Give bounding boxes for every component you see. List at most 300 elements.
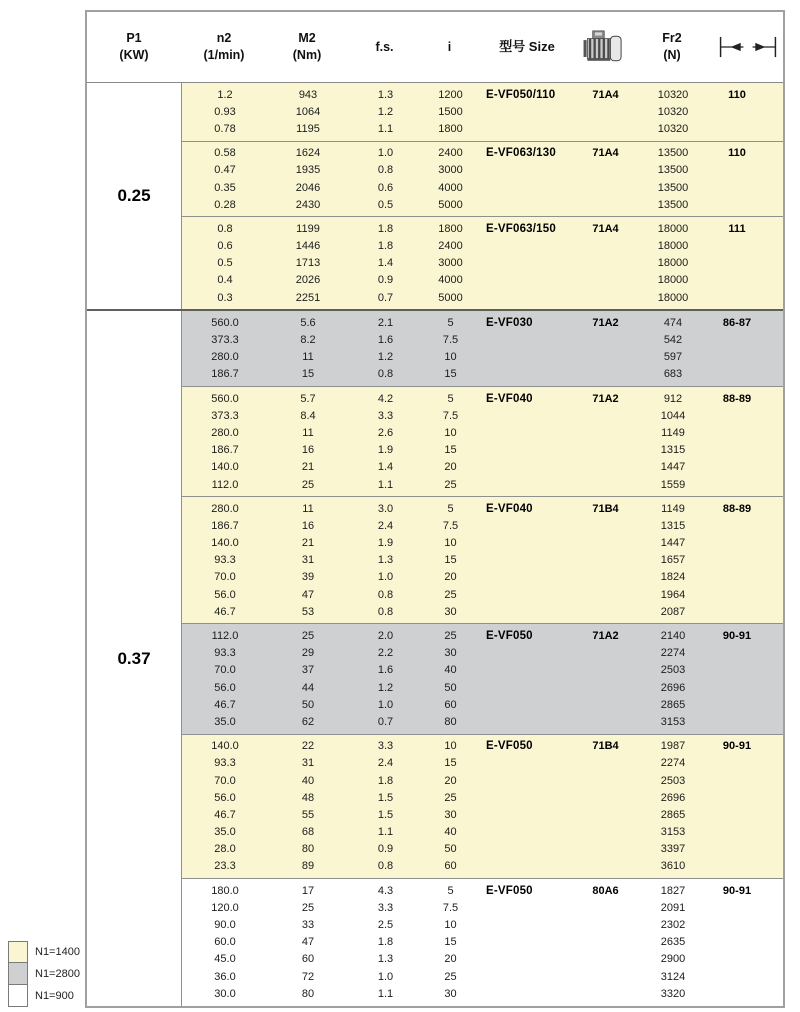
cell-i: 25 — [444, 478, 457, 491]
table-row — [182, 535, 783, 552]
cell-n2: 140.0 — [211, 537, 239, 550]
table-row — [182, 349, 783, 366]
p1-value: 0.37 — [87, 311, 182, 1006]
header-n2: n2 (1/min) — [203, 31, 245, 62]
cell-m2: 2026 — [295, 274, 321, 287]
table-row — [182, 662, 783, 679]
table-row — [182, 196, 783, 213]
cell-fr2: 2274 — [660, 647, 686, 660]
gear-block-E-VF040 — [182, 386, 783, 496]
table-row — [182, 179, 783, 196]
cell-page: 88-89 — [722, 392, 752, 405]
table-header-row — [87, 12, 783, 83]
cell-m2: 55 — [301, 808, 315, 821]
cell-fr2: 2503 — [660, 664, 686, 677]
cell-fs: 0.9 — [377, 843, 394, 856]
cell-i: 4000 — [438, 181, 463, 194]
cell-i: 50 — [444, 681, 457, 694]
table-row — [182, 858, 783, 875]
cell-m2: 80 — [301, 987, 315, 1000]
cell-page: 88-89 — [722, 502, 752, 515]
table-row — [182, 806, 783, 823]
cell-fr2: 10320 — [657, 122, 689, 135]
table-row — [182, 586, 783, 603]
cell-m2: 1624 — [295, 147, 321, 160]
cell-n2: 93.3 — [214, 554, 236, 567]
cell-i: 20 — [444, 953, 457, 966]
cell-m2: 25 — [301, 630, 315, 643]
cell-fr2: 10320 — [657, 105, 689, 118]
cell-fr2: 3320 — [660, 987, 686, 1000]
cell-fr2: 1044 — [660, 409, 686, 422]
cell-fs: 1.6 — [377, 664, 394, 677]
cell-fr2: 1149 — [661, 502, 685, 515]
table-row — [182, 899, 783, 916]
cell-motor: 71A4 — [592, 147, 619, 160]
cell-i: 7.5 — [442, 519, 459, 532]
cell-fr2: 2091 — [660, 901, 686, 914]
cell-fs: 2.4 — [377, 757, 394, 770]
cell-i: 10 — [444, 426, 457, 439]
cell-i: 15 — [444, 554, 457, 567]
cell-m2: 31 — [301, 554, 315, 567]
cell-i: 15 — [444, 368, 457, 381]
cell-fr2: 13500 — [657, 164, 689, 177]
cell-i: 80 — [444, 715, 457, 728]
cell-n2: 60.0 — [214, 936, 236, 949]
header-m2: M2 (Nm) — [292, 31, 322, 62]
speed-legend — [8, 941, 80, 1007]
cell-fr2: 2503 — [660, 774, 686, 787]
cell-i: 15 — [444, 444, 457, 457]
table-row — [182, 103, 783, 120]
cell-m2: 8.2 — [300, 334, 316, 347]
table-row — [182, 476, 783, 493]
cell-fs: 1.0 — [377, 698, 394, 711]
cell-fr2: 2140 — [660, 630, 686, 643]
cell-m2: 11 — [302, 351, 314, 364]
cell-n2: 0.5 — [217, 257, 233, 270]
p1-value: 0.25 — [87, 83, 182, 309]
cell-fr2: 2696 — [660, 791, 686, 804]
cell-model: E-VF050 — [486, 630, 533, 643]
cell-i: 1800 — [438, 122, 463, 135]
cell-fs: 1.0 — [377, 147, 394, 160]
cell-m2: 11 — [302, 426, 314, 439]
cell-page: 90-91 — [722, 740, 752, 753]
table-row — [182, 569, 783, 586]
cell-n2: 56.0 — [214, 588, 236, 601]
cell-i: 3000 — [438, 164, 463, 177]
cell-n2: 0.47 — [214, 164, 236, 177]
cell-n2: 46.7 — [214, 808, 236, 821]
gear-block-E-VF030 — [182, 311, 783, 386]
cell-fr2: 1987 — [660, 740, 686, 753]
cell-n2: 28.0 — [214, 843, 236, 856]
cell-i: 5 — [447, 316, 454, 329]
cell-fs: 1.2 — [377, 351, 394, 364]
gear-block-E-VF050 — [182, 623, 783, 733]
cell-fr2: 2865 — [660, 808, 686, 821]
cell-m2: 68 — [301, 826, 315, 839]
header-i: i — [447, 39, 452, 54]
cell-i: 2400 — [438, 240, 463, 253]
legend-label: N1=1400 — [35, 946, 80, 958]
cell-n2: 112.0 — [211, 478, 239, 491]
cell-i: 20 — [444, 571, 457, 584]
cell-fs: 2.4 — [377, 519, 394, 532]
legend-label: N1=2800 — [35, 968, 80, 980]
cell-fs: 1.2 — [377, 105, 394, 118]
legend-label: N1=900 — [35, 990, 74, 1002]
table-row — [182, 985, 783, 1002]
table-row — [182, 238, 783, 255]
cell-model: E-VF050 — [486, 740, 533, 753]
cell-n2: 35.0 — [214, 826, 236, 839]
cell-fs: 1.4 — [377, 257, 394, 270]
cell-page: 90-91 — [722, 630, 752, 643]
table-sections — [87, 83, 783, 1006]
cell-fs: 0.9 — [377, 274, 394, 287]
cell-fs: 1.8 — [377, 774, 394, 787]
cell-page: 90-91 — [722, 884, 752, 897]
cell-n2: 23.3 — [214, 860, 236, 873]
cell-fr2: 1657 — [660, 554, 686, 567]
table-row — [182, 772, 783, 789]
cell-fs: 1.5 — [377, 791, 394, 804]
cell-fs: 0.8 — [377, 588, 394, 601]
section-blocks — [182, 311, 783, 1006]
cell-fr2: 1827 — [660, 884, 686, 897]
cell-n2: 70.0 — [214, 571, 236, 584]
motor-icon — [577, 29, 632, 65]
table-row — [182, 645, 783, 662]
table-row — [182, 627, 783, 644]
cell-m2: 21 — [301, 537, 315, 550]
gear-block-E-VF063/150 — [182, 216, 783, 309]
cell-fs: 2.1 — [377, 316, 394, 329]
cell-fr2: 1447 — [660, 537, 686, 550]
cell-n2: 45.0 — [214, 953, 236, 966]
cell-m2: 89 — [301, 860, 315, 873]
cell-fs: 0.6 — [377, 181, 394, 194]
cell-fr2: 13500 — [657, 147, 689, 160]
cell-motor: 71B4 — [592, 502, 619, 515]
cell-i: 1200 — [438, 88, 463, 101]
cell-m2: 5.6 — [300, 316, 316, 329]
cell-fr2: 2900 — [660, 953, 686, 966]
cell-model: E-VF040 — [486, 392, 533, 405]
cell-i: 3000 — [438, 257, 463, 270]
cell-n2: 56.0 — [214, 791, 236, 804]
cell-fs: 1.6 — [377, 334, 394, 347]
cell-n2: 56.0 — [214, 681, 236, 694]
cell-motor: 71A2 — [592, 392, 619, 405]
cell-n2: 140.0 — [211, 740, 239, 753]
cell-i: 40 — [444, 664, 457, 677]
cell-i: 60 — [444, 698, 457, 711]
gear-block-E-VF050 — [182, 734, 783, 879]
cell-fr2: 2635 — [660, 936, 686, 949]
table-row — [182, 442, 783, 459]
table-row — [182, 517, 783, 534]
legend-swatch-gray — [8, 962, 28, 985]
cell-motor: 80A6 — [592, 884, 619, 897]
cell-fs: 0.8 — [377, 164, 394, 177]
cell-m2: 33 — [301, 919, 315, 932]
cell-m2: 25 — [301, 478, 315, 491]
cell-m2: 60 — [301, 953, 315, 966]
cell-m2: 17 — [301, 884, 315, 897]
cell-motor: 71A4 — [592, 222, 619, 235]
cell-motor: 71A2 — [592, 630, 619, 643]
cell-fr2: 1964 — [660, 588, 686, 601]
dimension-arrow-icon — [712, 34, 783, 60]
table-row — [182, 120, 783, 137]
cell-i: 7.5 — [442, 409, 459, 422]
table-row — [182, 882, 783, 899]
cell-m2: 943 — [298, 88, 318, 101]
cell-fr2: 1315 — [660, 444, 686, 457]
cell-n2: 0.78 — [214, 122, 236, 135]
cell-fr2: 683 — [663, 368, 683, 381]
table-row — [182, 679, 783, 696]
header-fs: f.s. — [375, 39, 394, 54]
cell-fr2: 18000 — [657, 274, 689, 287]
cell-i: 10 — [444, 351, 457, 364]
cell-fr2: 18000 — [657, 291, 689, 304]
legend-swatch-yellow — [8, 941, 28, 963]
cell-fs: 0.8 — [377, 860, 394, 873]
cell-fs: 1.2 — [377, 681, 394, 694]
cell-fs: 0.7 — [377, 291, 394, 304]
cell-fs: 3.3 — [377, 740, 394, 753]
cell-m2: 15 — [301, 368, 315, 381]
cell-model: E-VF030 — [486, 316, 533, 329]
cell-n2: 0.6 — [217, 240, 233, 253]
cell-i: 30 — [444, 808, 457, 821]
cell-fs: 1.1 — [377, 478, 394, 491]
gear-block-E-VF063/130 — [182, 141, 783, 217]
cell-m2: 1713 — [295, 257, 321, 270]
cell-fr2: 597 — [663, 351, 683, 364]
cell-m2: 2046 — [295, 181, 321, 194]
cell-m2: 39 — [301, 571, 315, 584]
cell-i: 10 — [444, 919, 457, 932]
legend-item-n1-900 — [8, 985, 80, 1007]
cell-fs: 2.6 — [377, 426, 394, 439]
cell-fs: 1.0 — [377, 970, 394, 983]
cell-i: 25 — [444, 588, 457, 601]
cell-i: 30 — [444, 987, 457, 1000]
cell-fs: 1.1 — [377, 826, 394, 839]
cell-model: E-VF063/150 — [486, 222, 556, 235]
cell-i: 5000 — [438, 198, 463, 211]
table-row — [182, 934, 783, 951]
cell-n2: 0.3 — [217, 291, 233, 304]
table-row — [182, 824, 783, 841]
cell-fs: 1.1 — [377, 122, 394, 135]
cell-m2: 11 — [302, 502, 314, 515]
cell-n2: 120.0 — [211, 901, 239, 914]
cell-fs: 0.8 — [377, 368, 394, 381]
cell-i: 10 — [444, 537, 457, 550]
cell-n2: 186.7 — [211, 444, 239, 457]
cell-n2: 70.0 — [214, 664, 236, 677]
cell-m2: 40 — [301, 774, 315, 787]
cell-fs: 1.5 — [377, 808, 394, 821]
cell-m2: 53 — [301, 605, 315, 618]
cell-n2: 90.0 — [214, 919, 236, 932]
table-row — [182, 755, 783, 772]
cell-fr2: 912 — [663, 392, 683, 405]
cell-fr2: 474 — [663, 316, 683, 329]
cell-model: E-VF050/110 — [486, 88, 556, 101]
cell-page: 110 — [728, 88, 746, 101]
cell-i: 15 — [444, 936, 457, 949]
table-row — [182, 407, 783, 424]
table-row — [182, 314, 783, 331]
table-row — [182, 951, 783, 968]
cell-fr2: 18000 — [657, 257, 689, 270]
cell-fs: 2.0 — [377, 630, 394, 643]
cell-fr2: 13500 — [657, 181, 689, 194]
cell-fr2: 2087 — [660, 605, 686, 618]
cell-fr2: 3124 — [660, 970, 686, 983]
table-row — [182, 552, 783, 569]
cell-motor: 71B4 — [592, 740, 619, 753]
cell-fs: 0.8 — [377, 605, 394, 618]
cell-m2: 31 — [301, 757, 315, 770]
cell-fs: 2.2 — [377, 647, 394, 660]
cell-n2: 0.8 — [217, 222, 233, 235]
cell-n2: 70.0 — [214, 774, 236, 787]
header-p1: P1 (KW) — [119, 31, 149, 62]
cell-page: 86-87 — [722, 316, 752, 329]
cell-fr2: 3153 — [660, 715, 686, 728]
cell-i: 30 — [444, 647, 457, 660]
cell-motor: 71A4 — [592, 88, 619, 101]
cell-fr2: 3153 — [660, 826, 686, 839]
cell-fs: 1.3 — [377, 953, 394, 966]
cell-n2: 560.0 — [211, 316, 239, 329]
cell-i: 25 — [444, 791, 457, 804]
cell-i: 15 — [444, 757, 457, 770]
cell-m2: 48 — [301, 791, 315, 804]
cell-n2: 112.0 — [211, 630, 239, 643]
cell-i: 10 — [444, 740, 457, 753]
cell-n2: 280.0 — [211, 502, 239, 515]
cell-model: E-VF050 — [486, 884, 533, 897]
cell-fr2: 3610 — [660, 860, 686, 873]
table-row — [182, 162, 783, 179]
legend-item-n1-2800 — [8, 963, 80, 985]
cell-i: 7.5 — [442, 334, 459, 347]
legend-item-n1-1400 — [8, 941, 80, 963]
table-row — [182, 603, 783, 620]
cell-n2: 373.3 — [211, 334, 239, 347]
cell-n2: 186.7 — [211, 368, 239, 381]
table-row — [182, 145, 783, 162]
cell-fs: 1.8 — [377, 936, 394, 949]
cell-n2: 0.4 — [217, 274, 233, 287]
cell-i: 25 — [444, 970, 457, 983]
cell-n2: 280.0 — [211, 351, 239, 364]
header-size: 型号 Size — [499, 39, 555, 55]
cell-m2: 44 — [301, 681, 315, 694]
cell-fs: 1.1 — [377, 987, 394, 1000]
cell-m2: 72 — [301, 970, 315, 983]
cell-fr2: 542 — [663, 334, 683, 347]
cell-n2: 373.3 — [211, 409, 239, 422]
table-row — [182, 738, 783, 755]
cell-fr2: 2865 — [660, 698, 686, 711]
cell-fs: 1.9 — [377, 537, 394, 550]
table-row — [182, 841, 783, 858]
cell-page: 110 — [728, 147, 746, 160]
cell-fs: 1.8 — [377, 222, 394, 235]
cell-fr2: 1559 — [660, 478, 686, 491]
cell-fr2: 18000 — [657, 240, 689, 253]
cell-fr2: 1149 — [661, 426, 685, 439]
cell-i: 25 — [444, 630, 457, 643]
cell-fs: 2.5 — [377, 919, 394, 932]
cell-n2: 1.2 — [217, 88, 233, 101]
cell-fr2: 1824 — [660, 571, 686, 584]
cell-n2: 93.3 — [214, 757, 236, 770]
cell-m2: 1064 — [295, 105, 321, 118]
cell-n2: 0.28 — [214, 198, 236, 211]
cell-fr2: 13500 — [657, 198, 689, 211]
cell-n2: 35.0 — [214, 715, 236, 728]
cell-n2: 0.93 — [214, 105, 236, 118]
cell-fs: 3.3 — [377, 409, 394, 422]
gear-block-E-VF040 — [182, 496, 783, 623]
cell-fr2: 18000 — [657, 222, 689, 235]
table-row — [182, 272, 783, 289]
cell-m2: 1199 — [296, 222, 320, 235]
cell-i: 4000 — [438, 274, 463, 287]
table-row — [182, 289, 783, 306]
cell-model: E-VF063/130 — [486, 147, 556, 160]
table-row — [182, 390, 783, 407]
cell-m2: 16 — [301, 519, 315, 532]
cell-i: 2400 — [438, 147, 463, 160]
cell-fs: 0.7 — [377, 715, 394, 728]
cell-fs: 1.3 — [377, 88, 394, 101]
cell-m2: 47 — [301, 936, 315, 949]
cell-n2: 0.35 — [214, 181, 236, 194]
cell-i: 60 — [444, 860, 457, 873]
cell-fs: 3.3 — [377, 901, 394, 914]
table-row — [182, 366, 783, 383]
cell-m2: 1935 — [295, 164, 321, 177]
cell-m2: 22 — [301, 740, 315, 753]
cell-fs: 0.5 — [377, 198, 394, 211]
cell-n2: 560.0 — [211, 392, 239, 405]
cell-i: 5 — [447, 392, 454, 405]
cell-m2: 47 — [301, 588, 315, 601]
table-row — [182, 220, 783, 237]
table-row — [182, 500, 783, 517]
cell-fs: 3.0 — [377, 502, 394, 515]
table-row — [182, 713, 783, 730]
cell-fs: 4.3 — [377, 884, 394, 897]
cell-fr2: 2302 — [660, 919, 686, 932]
gear-block-E-VF050/110 — [182, 83, 783, 141]
cell-model: E-VF040 — [486, 502, 533, 515]
cell-fr2: 1315 — [660, 519, 686, 532]
